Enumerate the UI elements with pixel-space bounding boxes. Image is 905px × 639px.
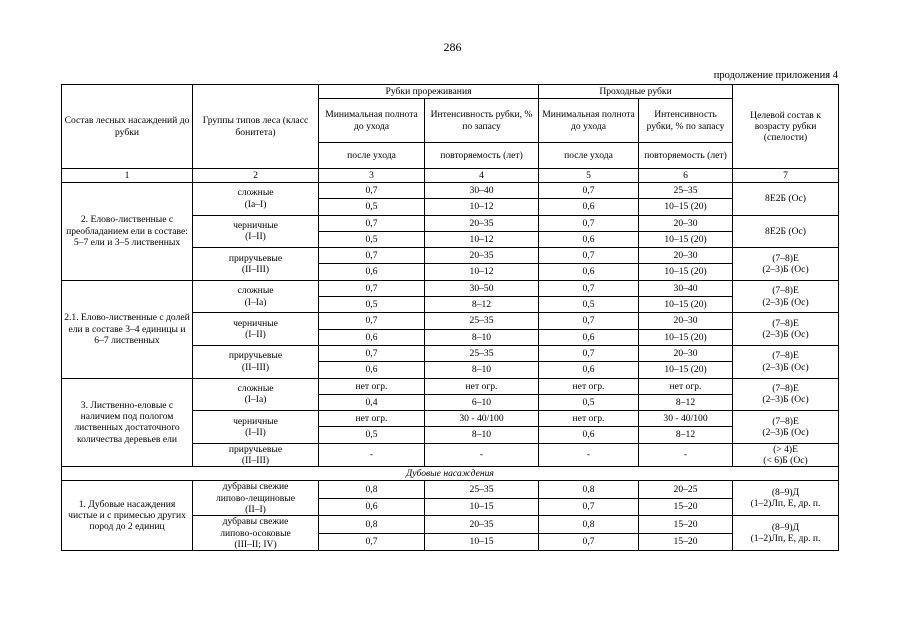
target-composition-cell: (7–8)Е (2–3)Б (Ос) bbox=[733, 248, 839, 281]
forest-type-cell: сложные (Ia–I) bbox=[193, 183, 319, 216]
group-name: 1. Дубовые насаждения чистые и с примесью других пород до 2 единиц bbox=[62, 481, 193, 551]
value-cell-col3: 0,6 bbox=[319, 498, 425, 515]
value-cell-col5: 0,7 bbox=[539, 533, 639, 550]
value-cell-col4: 10–15 bbox=[425, 533, 539, 550]
value-cell-col4: 8–10 bbox=[425, 427, 539, 443]
value-cell-col3: 0,6 bbox=[319, 362, 425, 378]
value-cell-col5: 0,6 bbox=[539, 362, 639, 378]
value-cell-col5: 0,7 bbox=[539, 313, 639, 329]
value-cell-col6: 10–15 (20) bbox=[639, 264, 733, 280]
value-cell-col4: 10–15 bbox=[425, 498, 539, 515]
header-passage: Проходные рубки bbox=[539, 85, 733, 99]
section-row bbox=[62, 467, 839, 481]
column-number-2: 2 bbox=[193, 169, 319, 183]
value-cell-col6: 8–12 bbox=[639, 427, 733, 443]
table-row bbox=[62, 183, 839, 199]
group-name: 3. Лиственно-еловые с наличием под пологом лиственных достаточного количества деревьев ели bbox=[62, 378, 193, 467]
forest-type-cell: дубравы свежие липово-лещиновые (II–I) bbox=[193, 481, 319, 516]
value-cell-col6: 10–15 (20) bbox=[639, 297, 733, 313]
column-number-7: 7 bbox=[733, 169, 839, 183]
value-cell-col3: 0,6 bbox=[319, 329, 425, 345]
value-cell-col3: нет огр. bbox=[319, 411, 425, 427]
value-cell-col6: 25–35 bbox=[639, 183, 733, 199]
forest-type-cell: приручьевые (II–III) bbox=[193, 443, 319, 467]
value-cell-col5: 0,8 bbox=[539, 481, 639, 498]
value-cell-col6: 20–30 bbox=[639, 248, 733, 264]
forest-thinning-table bbox=[61, 84, 839, 551]
column-number-6: 6 bbox=[639, 169, 733, 183]
value-cell-col4: - bbox=[425, 443, 539, 467]
forest-type-cell: черничные (I–II) bbox=[193, 215, 319, 248]
column-number-1: 1 bbox=[62, 169, 193, 183]
value-cell-col6: 10–15 (20) bbox=[639, 329, 733, 345]
value-cell-col6: нет огр. bbox=[639, 378, 733, 394]
target-composition-cell: (8–9)Д (1–2)Лп, Е, др. п. bbox=[733, 481, 839, 516]
column-number-3: 3 bbox=[319, 169, 425, 183]
column-numbers-row bbox=[62, 169, 839, 183]
value-cell-col5: 0,6 bbox=[539, 264, 639, 280]
value-cell-col6: 15–20 bbox=[639, 533, 733, 550]
value-cell-col3: 0,5 bbox=[319, 297, 425, 313]
group-name: 2.1. Елово-лиственные с долей ели в составе 3–4 единицы и 6–7 лиственных bbox=[62, 280, 193, 378]
header-after-care-1: после ухода bbox=[319, 143, 425, 169]
column-number-4: 4 bbox=[425, 169, 539, 183]
value-cell-col3: 0,7 bbox=[319, 313, 425, 329]
value-cell-col5: 0,7 bbox=[539, 498, 639, 515]
header-min-density-2: Минимальная полнота до ухода bbox=[539, 99, 639, 143]
value-cell-col5: 0,6 bbox=[539, 231, 639, 247]
target-composition-cell: (8–9)Д (1–2)Лп, Е, др. п. bbox=[733, 516, 839, 551]
value-cell-col6: 20–30 bbox=[639, 313, 733, 329]
table-body bbox=[62, 85, 839, 551]
value-cell-col4: нет огр. bbox=[425, 378, 539, 394]
value-cell-col4: 30 - 40/100 bbox=[425, 411, 539, 427]
value-cell-col5: 0,7 bbox=[539, 248, 639, 264]
value-cell-col3: 0,5 bbox=[319, 199, 425, 215]
value-cell-col6: 20–30 bbox=[639, 215, 733, 231]
forest-type-cell: черничные (I–II) bbox=[193, 313, 319, 346]
value-cell-col6: 20–30 bbox=[639, 345, 733, 361]
value-cell-col4: 20–35 bbox=[425, 516, 539, 533]
value-cell-col3: 0,6 bbox=[319, 264, 425, 280]
value-cell-col6: 10–15 (20) bbox=[639, 231, 733, 247]
value-cell-col3: 0,7 bbox=[319, 345, 425, 361]
value-cell-col6: 20–25 bbox=[639, 481, 733, 498]
table-row bbox=[62, 481, 839, 498]
value-cell-col5: - bbox=[539, 443, 639, 467]
header-repeat-2: повторяемость (лет) bbox=[639, 143, 733, 169]
group-name: 2. Елово-лиственные с преобладанием ели в составе: 5–7 ели и 3–5 лиственных bbox=[62, 183, 193, 281]
value-cell-col6: 30–40 bbox=[639, 280, 733, 296]
value-cell-col4: 30–40 bbox=[425, 183, 539, 199]
value-cell-col4: 25–35 bbox=[425, 313, 539, 329]
target-composition-cell: 8Е2Б (Ос) bbox=[733, 215, 839, 248]
continuation-note: продолжение приложения 4 bbox=[713, 70, 838, 81]
value-cell-col5: 0,7 bbox=[539, 183, 639, 199]
value-cell-col3: 0,7 bbox=[319, 215, 425, 231]
target-composition-cell: (7–8)Е (2–3)Б (Ос) bbox=[733, 280, 839, 313]
value-cell-col3: 0,5 bbox=[319, 231, 425, 247]
value-cell-col6: 10–15 (20) bbox=[639, 199, 733, 215]
value-cell-col6: 15–20 bbox=[639, 516, 733, 533]
value-cell-col6: 15–20 bbox=[639, 498, 733, 515]
target-composition-cell: 8Е2Б (Ос) bbox=[733, 183, 839, 216]
value-cell-col4: 10–12 bbox=[425, 264, 539, 280]
value-cell-col3: 0,4 bbox=[319, 394, 425, 410]
forest-type-cell: черничные (I–II) bbox=[193, 411, 319, 444]
value-cell-col3: 0,7 bbox=[319, 280, 425, 296]
column-number-5: 5 bbox=[539, 169, 639, 183]
forest-type-cell: приручьевые (II–III) bbox=[193, 345, 319, 378]
forest-type-cell: дубравы свежие липово-осоковые (III–II; IV) bbox=[193, 516, 319, 551]
value-cell-col3: 0,8 bbox=[319, 481, 425, 498]
header-intensity-2: Интенсивность рубки, % по запасу bbox=[639, 99, 733, 143]
target-composition-cell: (7–8)Е (2–3)Б (Ос) bbox=[733, 345, 839, 378]
value-cell-col5: 0,8 bbox=[539, 516, 639, 533]
value-cell-col3: 0,8 bbox=[319, 516, 425, 533]
value-cell-col4: 8–10 bbox=[425, 362, 539, 378]
value-cell-col3: 0,5 bbox=[319, 427, 425, 443]
value-cell-col5: 0,5 bbox=[539, 297, 639, 313]
value-cell-col4: 20–35 bbox=[425, 248, 539, 264]
value-cell-col3: 0,7 bbox=[319, 248, 425, 264]
value-cell-col4: 20–35 bbox=[425, 215, 539, 231]
value-cell-col4: 10–12 bbox=[425, 199, 539, 215]
value-cell-col3: 0,7 bbox=[319, 533, 425, 550]
value-cell-col4: 10–12 bbox=[425, 231, 539, 247]
header-intensity-1: Интенсивность рубки, % по запасу bbox=[425, 99, 539, 143]
value-cell-col5: 0,6 bbox=[539, 427, 639, 443]
value-cell-col4: 8–10 bbox=[425, 329, 539, 345]
header-target: Целевой состав к возрасту рубки (спелости) bbox=[733, 85, 839, 169]
value-cell-col3: - bbox=[319, 443, 425, 467]
target-composition-cell: (7–8)Е (2–3)Б (Ос) bbox=[733, 411, 839, 444]
page-number: 286 bbox=[443, 40, 462, 54]
header-after-care-2: после ухода bbox=[539, 143, 639, 169]
target-composition-cell: (> 4)Е (< 6)Б (Ос) bbox=[733, 443, 839, 467]
value-cell-col5: нет огр. bbox=[539, 378, 639, 394]
table-row bbox=[62, 280, 839, 296]
forest-type-cell: сложные (I–Ia) bbox=[193, 378, 319, 411]
value-cell-col6: - bbox=[639, 443, 733, 467]
header-thinning: Рубки прореживания bbox=[319, 85, 539, 99]
value-cell-col4: 30–50 bbox=[425, 280, 539, 296]
value-cell-col5: нет огр. bbox=[539, 411, 639, 427]
value-cell-col5: 0,5 bbox=[539, 394, 639, 410]
target-composition-cell: (7–8)Е (2–3)Б (Ос) bbox=[733, 378, 839, 411]
table-row bbox=[62, 378, 839, 394]
forest-type-cell: сложные (I–Ia) bbox=[193, 280, 319, 313]
value-cell-col4: 8–12 bbox=[425, 297, 539, 313]
header-forest-type: Группы типов леса (класс бонитета) bbox=[193, 85, 319, 169]
value-cell-col5: 0,6 bbox=[539, 329, 639, 345]
value-cell-col6: 8–12 bbox=[639, 394, 733, 410]
value-cell-col4: 6–10 bbox=[425, 394, 539, 410]
value-cell-col5: 0,7 bbox=[539, 215, 639, 231]
value-cell-col5: 0,6 bbox=[539, 199, 639, 215]
target-composition-cell: (7–8)Е (2–3)Б (Ос) bbox=[733, 313, 839, 346]
forest-type-cell: приручьевые (II–III) bbox=[193, 248, 319, 281]
value-cell-col5: 0,7 bbox=[539, 345, 639, 361]
header-repeat-1: повторяемость (лет) bbox=[425, 143, 539, 169]
value-cell-col4: 25–35 bbox=[425, 345, 539, 361]
value-cell-col6: 30 - 40/100 bbox=[639, 411, 733, 427]
value-cell-col4: 25–35 bbox=[425, 481, 539, 498]
value-cell-col3: 0,7 bbox=[319, 183, 425, 199]
header-composition: Состав лесных насаждений до рубки bbox=[62, 85, 193, 169]
value-cell-col3: нет огр. bbox=[319, 378, 425, 394]
header-min-density-1: Минимальная полнота до ухода bbox=[319, 99, 425, 143]
value-cell-col6: 10–15 (20) bbox=[639, 362, 733, 378]
value-cell-col5: 0,7 bbox=[539, 280, 639, 296]
section-title: Дубовые насаждения bbox=[62, 467, 839, 481]
